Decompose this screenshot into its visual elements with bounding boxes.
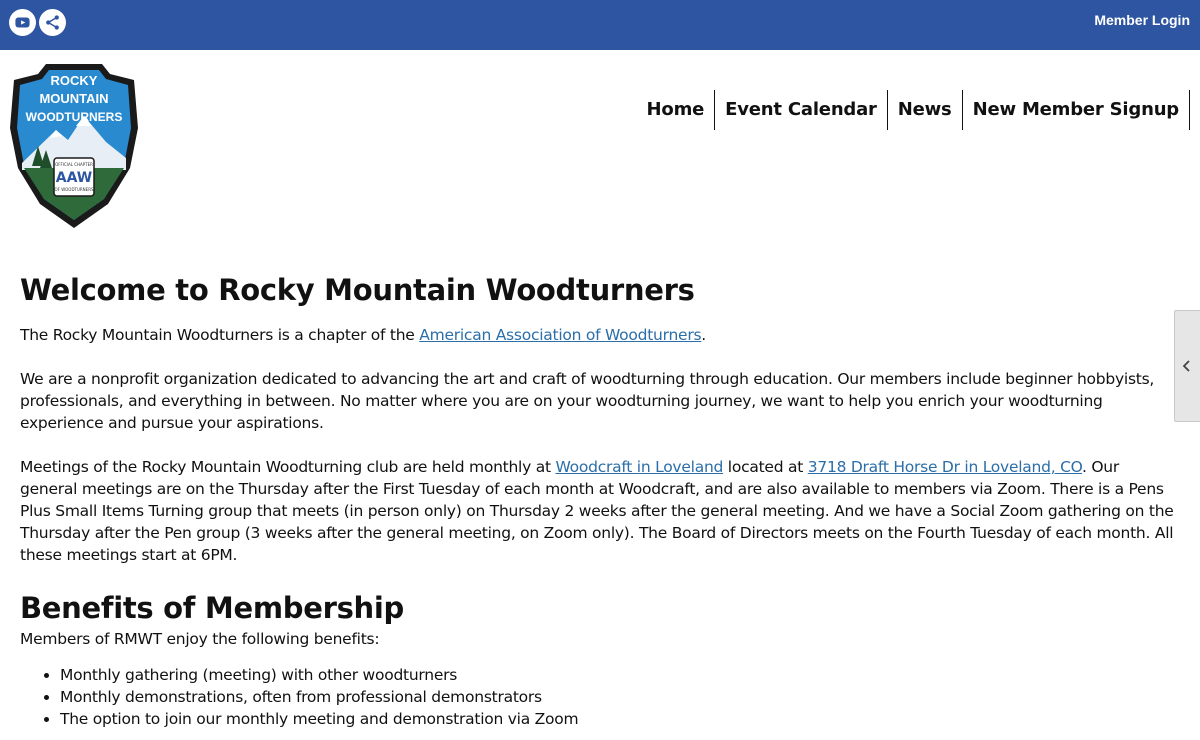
benefits-heading: Benefits of Membership [20, 591, 404, 625]
svg-text:AAW: AAW [55, 170, 93, 186]
share-icon [44, 14, 61, 31]
list-item: • The option to join our monthly meeting and demonstration via Zoom [60, 708, 1180, 730]
address-link[interactable]: 3718 Draft Horse Dr in Loveland, CO [807, 458, 1082, 476]
nav-item-new-member-signup[interactable]: New Member Signup [963, 90, 1190, 130]
svg-text:OF WOODTURNERS: OF WOODTURNERS [54, 187, 94, 192]
svg-text:MOUNTAIN: MOUNTAIN [39, 91, 109, 106]
nav-item-event-calendar[interactable]: Event Calendar [715, 90, 888, 130]
youtube-icon [14, 14, 31, 31]
svg-text:OFFICIAL CHAPTER: OFFICIAL CHAPTER [55, 162, 93, 167]
mission-paragraph: We are a nonprofit organization dedicated to advancing the art and craft of woodturning through education. Our members include beginner hobbyists, professionals, and everything in between. No matter where you are on your woodturning journey, we want to help you enrich your woodturning experience and pursue your aspirations. [20, 370, 1155, 432]
svg-text:ROCKY: ROCKY [50, 73, 98, 88]
svg-text:WOODTURNERS: WOODTURNERS [25, 110, 123, 124]
meetings-paragraph: Meetings of the Rocky Mountain Woodturning club are held monthly at Woodcraft in Loveland located at 3718 Draft Horse Dr in Loveland, CO. Our general meetings are on the Thursday after the First Tuesday of each month at Woodcraft, and are also available to members via Zoom. There is a Pens Plus Small Items Turning group that meets (in person only) on Thursday 2 weeks after the general meeting. And we have a Social Zoom gathering on the Thursday after the Pen group (3 weeks after the general meeting, on Zoom only). The Board of Directors meets on the Fourth Tuesday of each month. All these meetings start at 6PM. [20, 458, 1174, 564]
page-title: Welcome to Rocky Mountain Woodturners [20, 273, 695, 307]
side-panel-toggle[interactable] [1174, 310, 1200, 422]
intro-paragraph: The Rocky Mountain Woodturners is a chapter of the American Association of Woodturners. [20, 326, 706, 344]
list-item: • Monthly gathering (meeting) with other woodturners [60, 664, 1180, 686]
member-login-link[interactable]: Member Login [1094, 12, 1190, 28]
top-bar [0, 0, 1200, 50]
youtube-link[interactable] [9, 9, 36, 36]
site-logo[interactable] [10, 58, 138, 230]
list-item: • Monthly demonstrations, often from professional demonstrators [60, 686, 1180, 708]
benefits-intro: Members of RMWT enjoy the following benefits: [20, 630, 380, 648]
aaw-link[interactable]: American Association of Woodturners [419, 326, 702, 344]
main-nav [637, 90, 1190, 130]
main-content [20, 270, 1180, 730]
chevron-left-icon [1181, 359, 1191, 373]
woodcraft-link[interactable]: Woodcraft in Loveland [555, 458, 724, 476]
share-link[interactable] [39, 9, 66, 36]
nav-item-home[interactable]: Home [637, 90, 716, 130]
benefits-list [60, 664, 1180, 730]
nav-item-news[interactable]: News [888, 90, 963, 130]
